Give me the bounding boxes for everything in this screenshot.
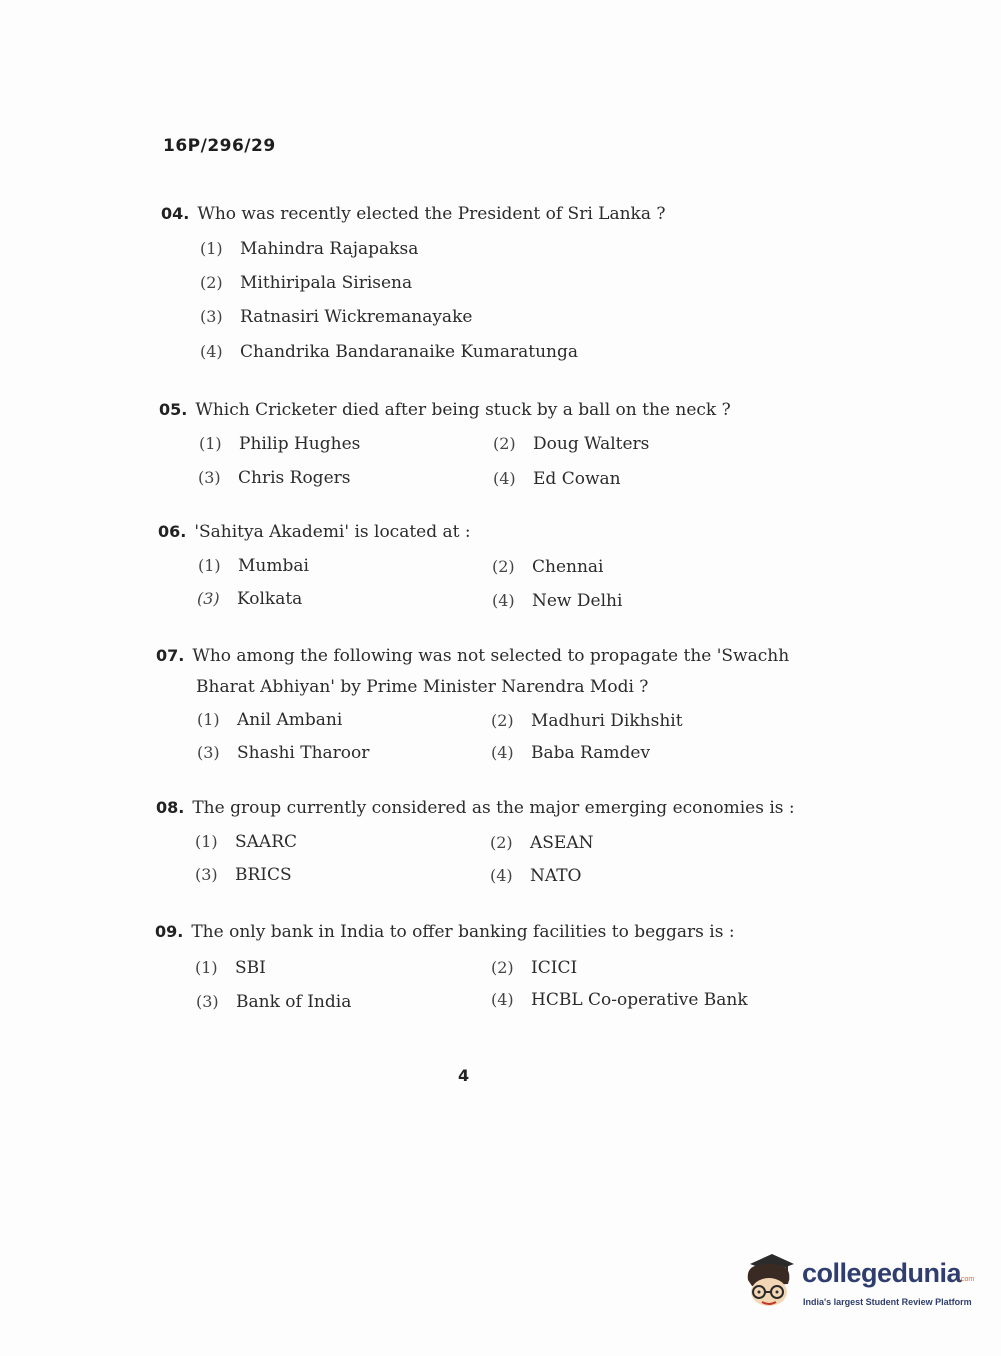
text: New Delhi <box>532 591 623 611</box>
option-number: (2) <box>490 833 513 852</box>
text: Mithiripala Sirisena <box>240 273 413 293</box>
question-number: 09. <box>155 922 184 941</box>
text: Which Cricketer died after being stuck by a ball on the neck ? <box>195 400 731 420</box>
option-number: (2) <box>491 711 514 730</box>
option-3 <box>195 865 292 885</box>
text: Mahindra Rajapaksa <box>240 239 419 259</box>
option-number: (3) <box>195 865 218 884</box>
option-4 <box>491 990 748 1010</box>
question-number: 08. <box>156 798 185 817</box>
option-3 <box>198 468 350 488</box>
option-4 <box>490 866 582 886</box>
option-3 <box>200 307 472 327</box>
page-number: 4 <box>458 1066 470 1085</box>
question-text <box>158 522 471 542</box>
option-3 <box>197 743 369 763</box>
text: NATO <box>530 866 582 886</box>
option-number: (1) <box>199 434 222 453</box>
option-number: (4) <box>491 990 514 1009</box>
text: Ed Cowan <box>533 469 621 489</box>
option-number: (4) <box>490 866 513 885</box>
option-1 <box>195 832 297 852</box>
option-number: (1) <box>200 239 223 258</box>
option-number: (2) <box>200 273 223 292</box>
option-number: (3) <box>198 468 221 487</box>
text: BRICS <box>235 865 292 885</box>
option-number: (1) <box>198 556 221 575</box>
option-4 <box>491 743 650 763</box>
option-number: (3) <box>200 307 223 326</box>
question-text <box>159 400 731 420</box>
brand-suffix: .com <box>959 1276 975 1283</box>
option-2 <box>493 434 649 454</box>
option-4 <box>200 342 578 362</box>
text: ASEAN <box>530 833 594 853</box>
option-number: (3) <box>197 743 220 762</box>
text: ICICI <box>531 958 578 978</box>
text: Madhuri Dikhshit <box>531 711 683 731</box>
option-2 <box>491 711 683 731</box>
option-number: (4) <box>493 469 516 488</box>
option-4 <box>493 469 621 489</box>
text: Doug Walters <box>533 434 650 454</box>
option-1 <box>195 958 266 978</box>
question-text <box>161 204 666 224</box>
collegedunia-watermark <box>742 1250 975 1320</box>
text: Philip Hughes <box>239 434 361 454</box>
mascot-icon <box>742 1250 800 1312</box>
option-1 <box>198 556 309 576</box>
option-number: (2) <box>492 557 515 576</box>
option-2 <box>200 273 412 293</box>
question-text-line-1 <box>156 646 789 666</box>
option-number: (1) <box>197 710 220 729</box>
option-number: (3) <box>196 992 219 1011</box>
option-1 <box>197 710 342 730</box>
text: SAARC <box>235 832 298 852</box>
option-3 <box>197 589 302 609</box>
option-1 <box>199 434 360 454</box>
option-2 <box>492 557 604 577</box>
option-1 <box>200 239 418 259</box>
text: Who among the following was not selected to propagate the 'Swachh <box>192 646 790 666</box>
option-number: (4) <box>200 342 223 361</box>
text: HCBL Co-operative Bank <box>531 990 748 1010</box>
text: The only bank in India to offer banking facilities to beggars is : <box>191 922 735 942</box>
question-text <box>156 798 795 818</box>
question-number: 04. <box>161 204 190 223</box>
question-number: 05. <box>159 400 188 419</box>
text: Kolkata <box>237 589 303 609</box>
option-number: (1) <box>195 958 218 977</box>
text: Shashi Tharoor <box>237 743 370 763</box>
text: Ratnasiri Wickremanayake <box>240 307 473 327</box>
text: Chandrika Bandaranaike Kumaratunga <box>240 342 579 362</box>
text: Bharat Abhiyan' by Prime Minister Narendra Modi ? <box>196 677 649 697</box>
text: SBI <box>235 958 266 978</box>
text: The group currently considered as the major emerging economies is : <box>192 798 795 818</box>
paper-code: 16P/296/29 <box>163 136 276 156</box>
text: Mumbai <box>238 556 309 576</box>
option-number: (1) <box>195 832 218 851</box>
text: Chennai <box>532 557 604 577</box>
question-number: 07. <box>156 646 185 665</box>
text: Baba Ramdev <box>531 743 651 763</box>
text: 'Sahitya Akademi' is located at : <box>194 522 471 542</box>
option-2 <box>491 958 577 978</box>
option-number: (2) <box>491 958 514 977</box>
option-4 <box>492 591 622 611</box>
option-number: (3) <box>197 589 220 608</box>
question-text <box>155 922 735 942</box>
brand-tagline: India's largest Student Review Platform <box>803 1297 972 1307</box>
text: Anil Ambani <box>237 710 343 730</box>
text: Bank of India <box>236 992 352 1012</box>
option-number: (2) <box>493 434 516 453</box>
question-text-line-2 <box>196 677 648 697</box>
option-3 <box>196 992 351 1012</box>
question-number: 06. <box>158 522 187 541</box>
text: Who was recently elected the President of Sri Lanka ? <box>197 204 666 224</box>
option-number: (4) <box>491 743 514 762</box>
option-2 <box>490 833 593 853</box>
text: Chris Rogers <box>238 468 351 488</box>
option-number: (4) <box>492 591 515 610</box>
brand-name: collegedunia <box>802 1258 962 1288</box>
